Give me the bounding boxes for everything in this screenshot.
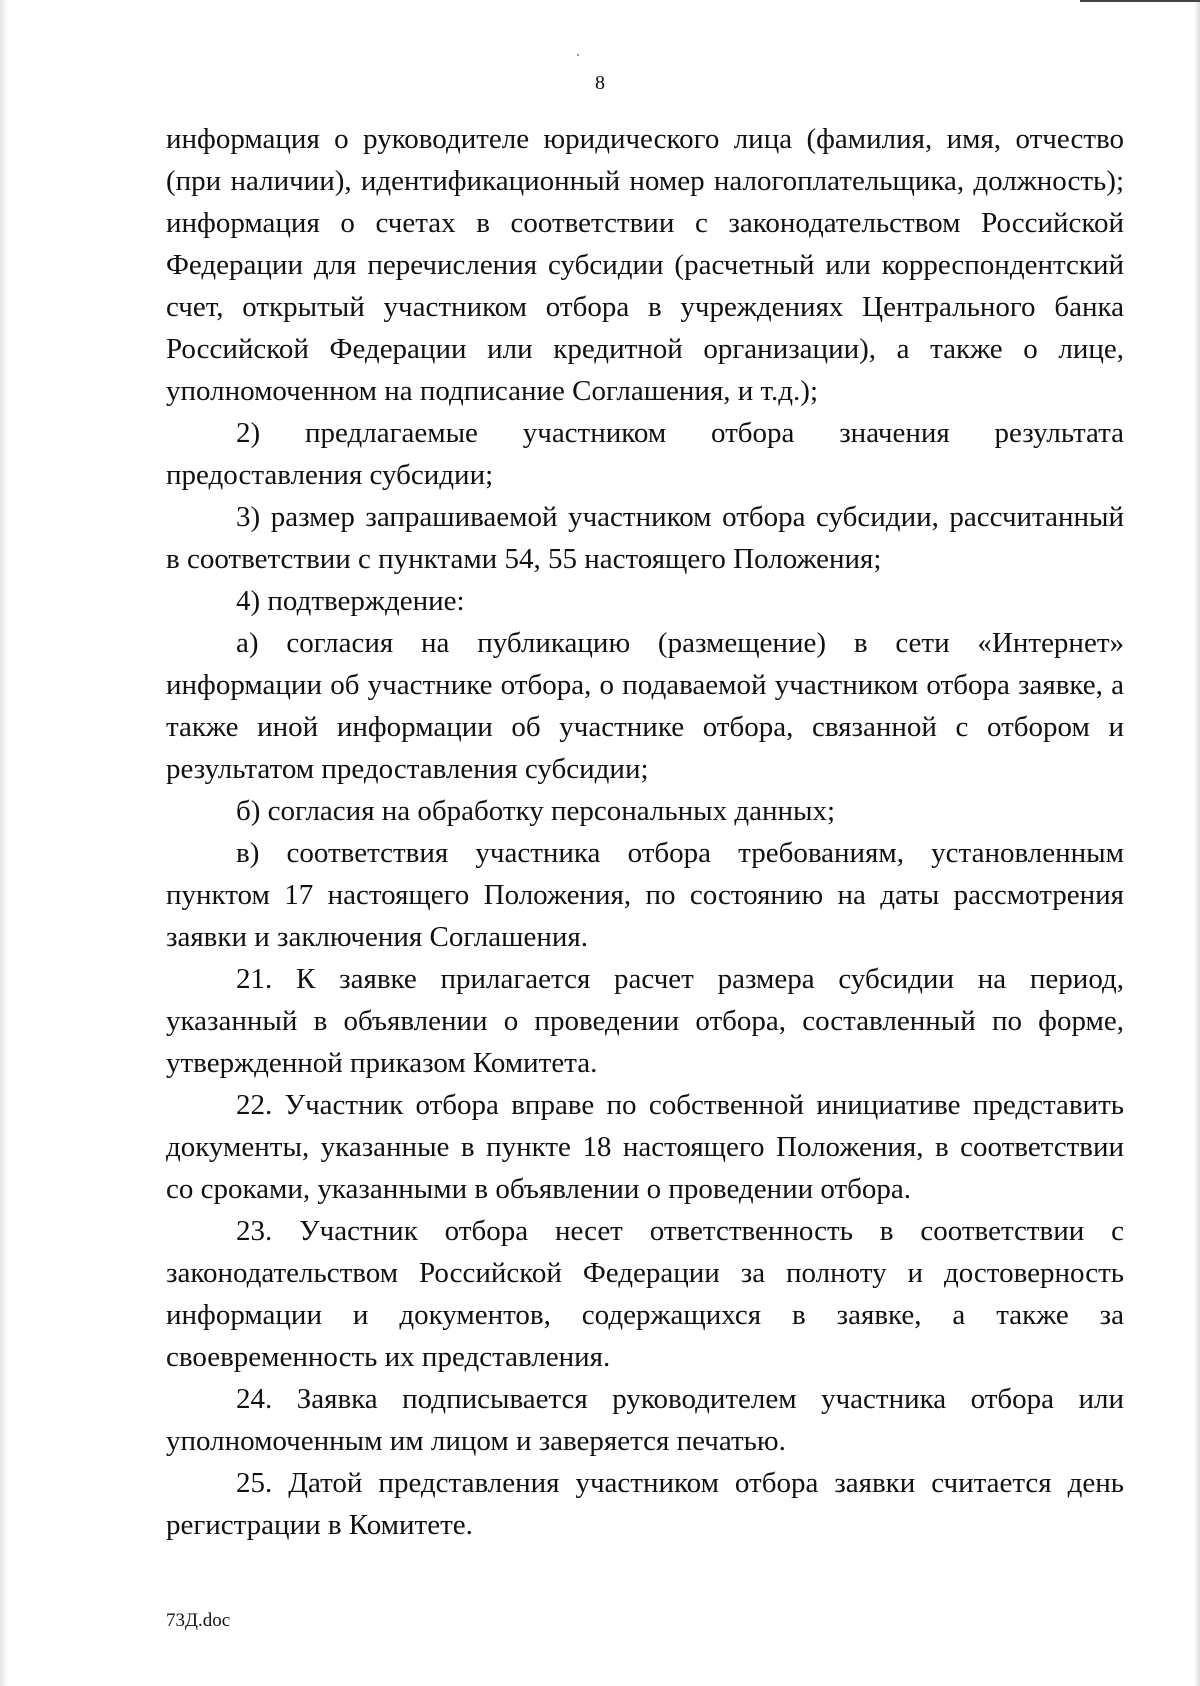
paragraph-item-4v: в) соответствия участника отбора требованиям, установленным пунктом 17 настоящего Положения, по состоянию на даты рассмотрения заявки и заключения Соглашения.	[166, 837, 1124, 953]
scan-left-edge	[0, 0, 8, 1686]
paragraph-item-2: 2) предлагаемые участником отбора значения результата предоставления субсидии;	[166, 417, 1124, 491]
page-number: 8	[595, 72, 605, 94]
scan-right-edge	[1194, 0, 1200, 1686]
paragraph-clause-23: 23. Участник отбора несет ответственность в соответствии с законодательством Российской Федерации за полноту и достоверность информации и документов, содержащихся в заявке, а также за своевременность их представления.	[166, 1215, 1124, 1373]
paragraph-clause-24: 24. Заявка подписывается руководителем участника отбора или уполномоченным им лицом и заверяется печатью.	[166, 1383, 1124, 1457]
scan-corner-mark	[1080, 0, 1200, 8]
paragraph-clause-21: 21. К заявке прилагается расчет размера субсидии на период, указанный в объявлении о проведении отбора, составленный по форме, утвержденной приказом Комитета.	[166, 963, 1124, 1079]
paragraph-clause-25: 25. Датой представления участником отбора заявки считается день регистрации в Комитете.	[166, 1467, 1124, 1541]
scan-speck	[577, 54, 579, 56]
paragraph-item-4b: б) согласия на обработку персональных данных;	[236, 795, 836, 827]
document-filename: 73Д.doc	[166, 1610, 231, 1631]
document-body	[166, 118, 1124, 1546]
paragraph-item-4a: а) согласия на публикацию (размещение) в сети «Интернет» информации об участнике отбора, о подаваемой участником отбора заявке, а также иной информации об участнике отбора, связанной с отбором и результатом предоставления субсидии;	[166, 627, 1124, 785]
paragraph-applicant-info: информация о руководителе юридического лица (фамилия, имя, отчество (при наличии), идентификационный номер налогоплательщика, должность); информация о счетах в соответствии с законодательством Российской Федерации для перечисления субсидии (расчетный или корреспондентский счет, открытый участником отбора в учреждениях Центрального банка Российской Федерации или кредитной организации), а также о лице, уполномоченном на подписание Соглашения, и т.д.);	[166, 123, 1124, 407]
paragraph-clause-22: 22. Участник отбора вправе по собственной инициативе представить документы, указанные в пункте 18 настоящего Положения, в соответствии со сроками, указанными в объявлении о проведении отбора.	[166, 1089, 1124, 1205]
paragraph-item-4: 4) подтверждение:	[236, 585, 465, 617]
paragraph-item-3: 3) размер запрашиваемой участником отбора субсидии, рассчитанный в соответствии с пунктами 54, 55 настоящего Положения;	[166, 501, 1124, 575]
